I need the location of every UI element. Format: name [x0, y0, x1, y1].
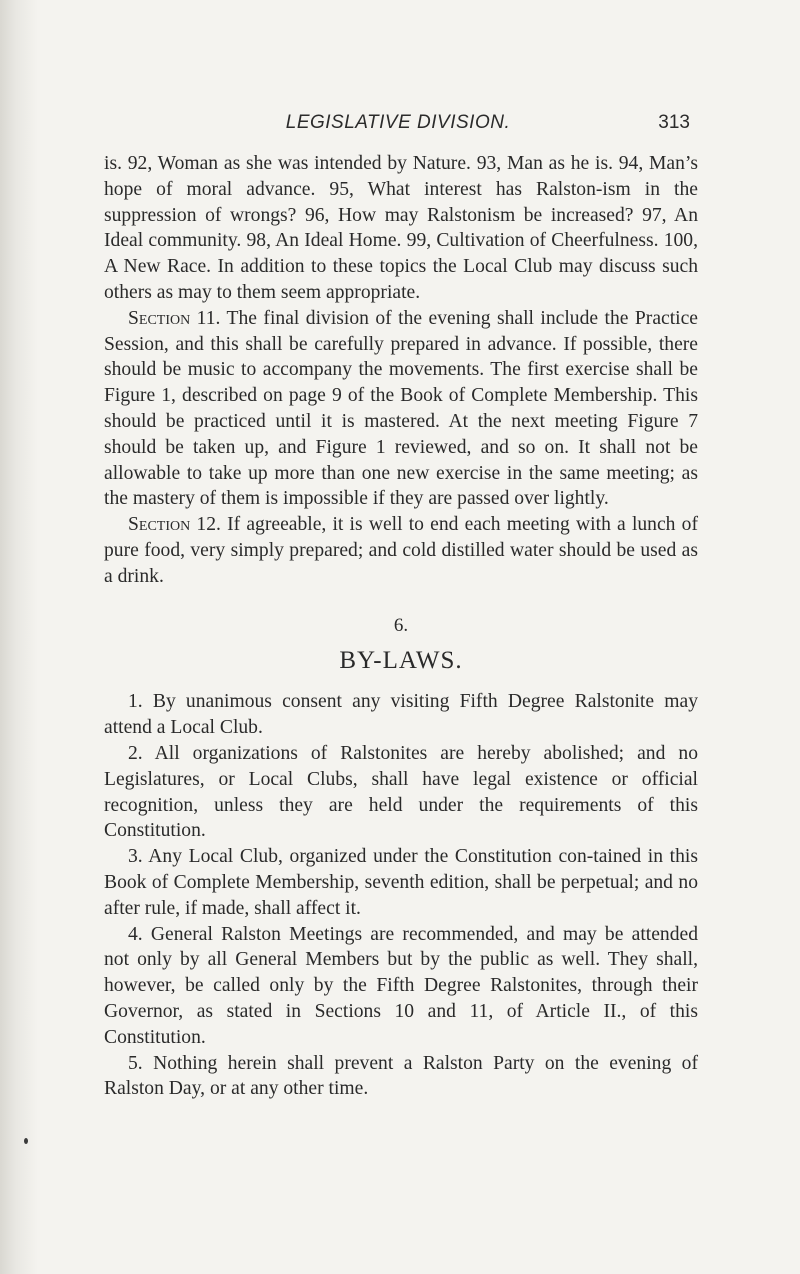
page-edge-shadow: [0, 0, 38, 1274]
section-12-text: If agreeable, it is well to end each meeting with a lunch of pure food, very simply prepared; and cold distilled water should be used as a drink.: [104, 514, 698, 587]
page-body: [104, 151, 698, 1102]
section-title-bylaws: BY-LAWS.: [339, 646, 463, 674]
page-header: [106, 112, 690, 142]
ink-speck: [24, 1138, 28, 1144]
section-11-text: The final division of the evening shall include the Practice Session, and this shall be carefully prepared in advance. If possible, there should be music to accompany the movements. The first exercise shall be Figure 1, described on page 9 of the Book of Complete Membership. This should be practiced until it is mastered. At the next meeting Figure 7 should be taken up, and Figure 1 reviewed, and so on. It shall not be allowable to take up more than one new exercise in the same meeting; as the mastery of them is impossible if they are passed over lightly.: [104, 307, 699, 510]
bylaw-4: 4. General Ralston Meetings are recommended, and may be attended not only by all General Members but by the public as well. They shall, however, be called only by the Fifth Degree Ralstonites, through their Governor, as stated in Sections 10 and 11, of Article II., of this Constitution.: [104, 923, 698, 1048]
section-12-paragraph: [104, 512, 698, 589]
section-12-label: Section 12.: [128, 514, 221, 536]
bylaw-5: 5. Nothing herein shall prevent a Ralston Party on the evening of Ralston Day, or at any other time.: [104, 1052, 698, 1100]
section-11-paragraph: [104, 306, 698, 512]
bylaw-1: 1. By unanimous consent any visiting Fifth Degree Ralstonite may attend a Local Club.: [104, 691, 698, 739]
page-number: 313: [658, 112, 690, 133]
bylaw-2: 2. All organizations of Ralstonites are hereby abolished; and no Legislatures, or Local Clubs, shall have legal existence or official recognition, unless they are held under the requirements of this Constitution.: [104, 742, 698, 842]
bylaw-3: 3. Any Local Club, organized under the Constitution con-tained in this Book of Complete Membership, seventh edition, shall be perpetual; and no after rule, if made, shall affect it.: [104, 846, 698, 919]
section-number: 6.: [393, 614, 409, 636]
paragraph-topics: is. 92, Woman as she was intended by Nature. 93, Man as he is. 94, Man’s hope of moral advance. 95, What interest has Ralston-ism in the suppression of wrongs? 96, How may Ralstonism be increased? 97, An Ideal community. 98, An Ideal Home. 99, Cultivation of Cheerfulness. 100, A New Race. In addition to these topics the Local Club may discuss such others as may to them seem appropriate.: [104, 153, 698, 303]
running-head: LEGISLATIVE DIVISION.: [285, 112, 511, 133]
section-11-label: Section 11.: [128, 307, 221, 329]
